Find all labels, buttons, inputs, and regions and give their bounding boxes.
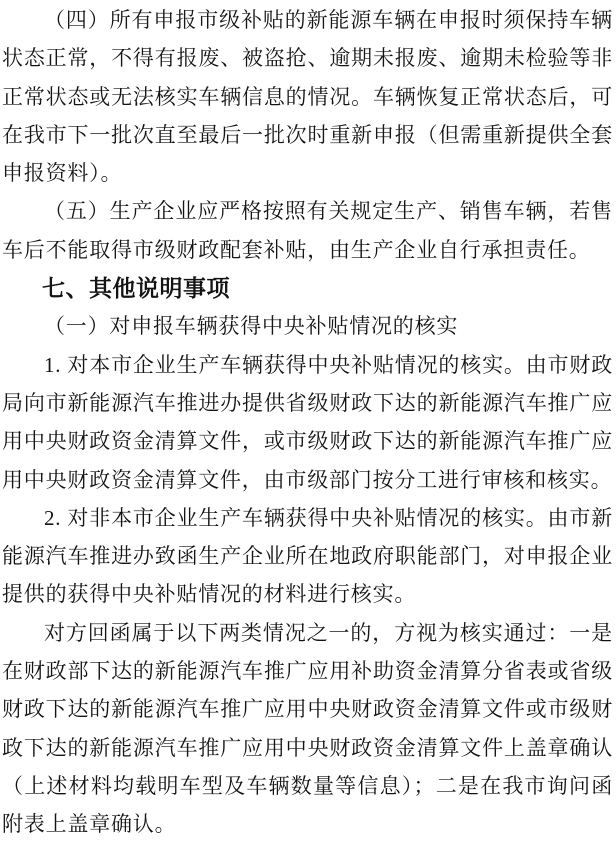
paragraph-clause-5: （五）生产企业应严格按照有关规定生产、销售车辆，若售车后不能取得市级财政配套补贴，由生产企业自行承担责任。 xyxy=(2,199,613,262)
paragraph-point-2-nonlocal-enterprise: 2. 对非本市企业生产车辆获得中央补贴情况的核实。由市新能源汽车推进办致函生产企业所在地政府职能部门，对申报企业提供的获得中央补贴情况的材料进行核实。 xyxy=(2,505,613,607)
subsection-heading-central-subsidy-verification: （一）对申报车辆获得中央补贴情况的核实 xyxy=(44,314,459,339)
paragraph-reply-letter-conditions: 对方回函属于以下两类情况之一的，方视为核实通过：一是在财政部下达的新能源汽车推广应用补助资金清算分省表或省级财政下达的新能源汽车推广应用中央财政资金清算文件或市级财政下达的新能源汽车推广应用中央财政资金清算文件上盖章确认（上述材料均载明车型及车辆数量等信息）；二是在我市询问函附表上盖章确认。 xyxy=(2,620,613,837)
paragraph-point-1-local-enterprise: 1. 对本市企业生产车辆获得中央补贴情况的核实。由市财政局向市新能源汽车推进办提供省级财政下达的新能源汽车推广应用中央财政资金清算文件，或市级财政下达的新能源汽车推广应用中央财政资金清算文件，由市级部门按分工进行审核和核实。 xyxy=(2,352,613,492)
section-heading-other-notes: 七、其他说明事项 xyxy=(42,275,230,302)
paragraph-clause-4: （四）所有申报市级补贴的新能源车辆在申报时须保持车辆状态正常，不得有报废、被盗抢、逾期未报废、逾期未检验等非正常状态或无法核实车辆信息的情况。车辆恢复正常状态后，可在我市下一批次直至最后一批次时重新申报（但需重新提供全套申报资料）。 xyxy=(2,8,613,186)
